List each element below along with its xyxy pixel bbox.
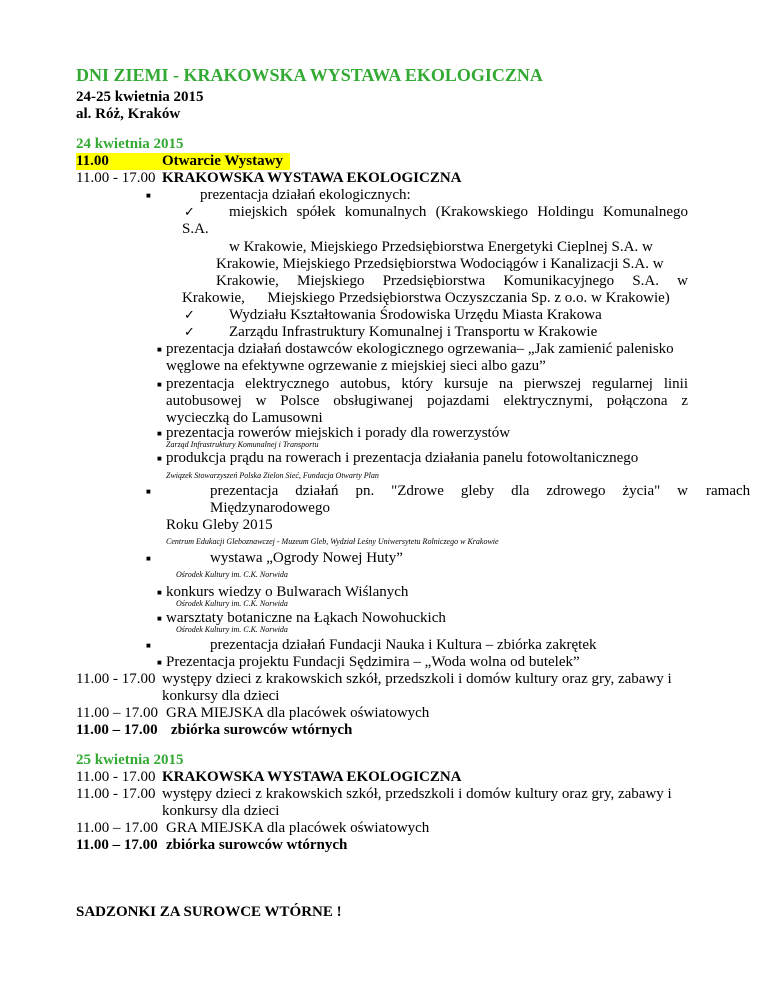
- page-title: DNI ZIEMI - KRAKOWSKA WYSTAWA EKOLOGICZNA: [76, 65, 543, 85]
- gardens-organizer: Ośrodek Kultury im. C.K. Norwida: [176, 570, 288, 579]
- square-bullet-icon: ■: [146, 554, 151, 563]
- bus-item-cont: autobusowej w Polsce obsługiwanej pojazdami elektrycznymi, połączona z: [166, 393, 688, 409]
- checkmark-icon: ✓: [184, 205, 195, 220]
- square-bullet-icon: ■: [146, 641, 151, 650]
- opening-highlight: [76, 153, 290, 170]
- shows-item-cont: konkursy dla dzieci: [162, 803, 280, 819]
- recycle-item: zbiórka surowców wtórnych: [171, 722, 353, 738]
- recycle-item: zbiórka surowców wtórnych: [166, 837, 348, 853]
- shows-item: występy dzieci z krakowskich szkół, przedszkoli i domów kultury oraz gry, zabawy i: [162, 786, 672, 802]
- square-bullet-icon: ■: [157, 454, 162, 463]
- square-bullet-icon: ■: [146, 191, 151, 200]
- soil-item-cont: Roku Gleby 2015: [166, 517, 273, 533]
- bus-item-cont: wycieczką do Lamusowni: [166, 410, 323, 426]
- expo-title: KRAKOWSKA WYSTAWA EKOLOGICZNA: [162, 170, 462, 186]
- shows-item: występy dzieci z krakowskich szkół, przedszkoli i domów kultury oraz gry, zabawy i: [162, 671, 672, 687]
- opening-label: Otwarcie Wystawy: [162, 153, 283, 169]
- game-item: GRA MIEJSKA dla placówek oświatowych: [166, 820, 430, 836]
- shows-time: 11.00 - 17.00: [76, 671, 156, 687]
- quiz-item: konkurs wiedzy o Bulwarach Wiślanych: [166, 584, 409, 600]
- opening-time: 11.00: [76, 153, 109, 169]
- footer-slogan: SADZONKI ZA SUROWCE WTÓRNE !: [76, 904, 342, 920]
- eco-intro: prezentacja działań ekologicznych:: [200, 187, 411, 203]
- shows-time: 11.00 - 17.00: [76, 786, 156, 802]
- eco-item-1-cont: Krakowie, Miejskiego Przedsiębiorstwa Komunikacyjnego S.A. w: [216, 273, 688, 289]
- event-dates: 24-25 kwietnia 2015: [76, 89, 204, 105]
- eco-item-1-cont: w Krakowie, Miejskiego Przedsiębiorstwa Energetyki Cieplnej S.A. w: [229, 239, 653, 255]
- recycle-time: 11.00 – 17.00: [76, 837, 158, 853]
- gardens-item: wystawa „Ogrody Nowej Huty”: [210, 550, 403, 566]
- checkmark-icon: ✓: [184, 325, 195, 340]
- game-item: GRA MIEJSKA dla placówek oświatowych: [166, 705, 430, 721]
- day1-heading: 24 kwietnia 2015: [76, 136, 184, 152]
- square-bullet-icon: ■: [157, 345, 162, 354]
- bikes-item: prezentacja rowerów miejskich i porady dla rowerzystów: [166, 425, 511, 441]
- day2-heading: 25 kwietnia 2015: [76, 752, 184, 768]
- square-bullet-icon: ■: [157, 614, 162, 623]
- expo-time: 11.00 - 17.00: [76, 170, 156, 186]
- shows-item-cont: konkursy dla dzieci: [162, 688, 280, 704]
- square-bullet-icon: ■: [157, 588, 162, 597]
- soil-item-tail: ramach: [706, 483, 751, 499]
- eco-item-1: miejskich spółek komunalnych (Krakowskiego Holdingu Komunalnego: [229, 204, 688, 220]
- botany-organizer: Ośrodek Kultury im. C.K. Norwida: [176, 625, 288, 634]
- game-time: 11.00 – 17.00: [76, 705, 158, 721]
- soil-item-cont: Międzynarodowego: [210, 500, 330, 516]
- bus-item: prezentacja elektrycznego autobus, który kursuje na pierwszej regularnej linii: [166, 376, 688, 392]
- eco-item-1-cont: S.A.: [182, 221, 209, 237]
- power-item: produkcja prądu na rowerach i prezentacja działania panelu fotowoltanicznego: [166, 450, 639, 466]
- square-bullet-icon: ■: [146, 487, 151, 496]
- expo-time: 11.00 - 17.00: [76, 769, 156, 785]
- eco-item-3: Zarządu Infrastruktury Komunalnej i Transportu w Krakowie: [229, 324, 598, 340]
- checkmark-icon: ✓: [184, 308, 195, 323]
- event-place: al. Róż, Kraków: [76, 106, 181, 122]
- recycle-time: 11.00 – 17.00: [76, 722, 158, 738]
- power-organizer: Związek Stowarzyszeń Polska Zielon Sieć, Fundacja Otwarty Plan: [166, 471, 379, 480]
- eco-item-2: Wydziału Kształtowania Środowiska Urzędu Miasta Krakowa: [229, 307, 602, 323]
- square-bullet-icon: ■: [157, 658, 162, 667]
- expo-title: KRAKOWSKA WYSTAWA EKOLOGICZNA: [162, 769, 462, 785]
- soil-organizer: Centrum Edukacji Gleboznawczej - Muzeum Gleb, Wydział Leśny Uniwersytetu Rolniczego w Krakowie: [166, 537, 499, 546]
- game-time: 11.00 – 17.00: [76, 820, 158, 836]
- heating-item: prezentacja działań dostawców ekologicznego ogrzewania– „Jak zamienić palenisko: [166, 341, 674, 357]
- water-item: Prezentacja projektu Fundacji Sędzimira – „Woda wolna od butelek”: [166, 654, 580, 670]
- quiz-organizer: Ośrodek Kultury im. C.K. Norwida: [176, 599, 288, 608]
- square-bullet-icon: ■: [157, 380, 162, 389]
- bikes-organizer: Zarząd Infrastruktury Komunalnej i Transportu: [166, 440, 319, 449]
- soil-item: prezentacja działań pn. "Zdrowe gleby dla zdrowego życia" w: [210, 483, 688, 499]
- caps-item: prezentacja działań Fundacji Nauka i Kultura – zbiórka zakrętek: [210, 637, 597, 653]
- eco-item-1-cont: Krakowie, Miejskiego Przedsiębiorstwa Wodociągów i Kanalizacji S.A. w: [216, 256, 664, 272]
- eco-item-1-cont: Krakowie, Miejskiego Przedsiębiorstwa Oczyszczania Sp. z o.o. w Krakowie): [182, 290, 670, 306]
- square-bullet-icon: ■: [157, 429, 162, 438]
- botany-item: warsztaty botaniczne na Łąkach Nowohuckich: [166, 610, 446, 626]
- heating-item-cont: węglowe na efektywne ogrzewanie z miejskiej sieci albo gazu”: [166, 358, 546, 374]
